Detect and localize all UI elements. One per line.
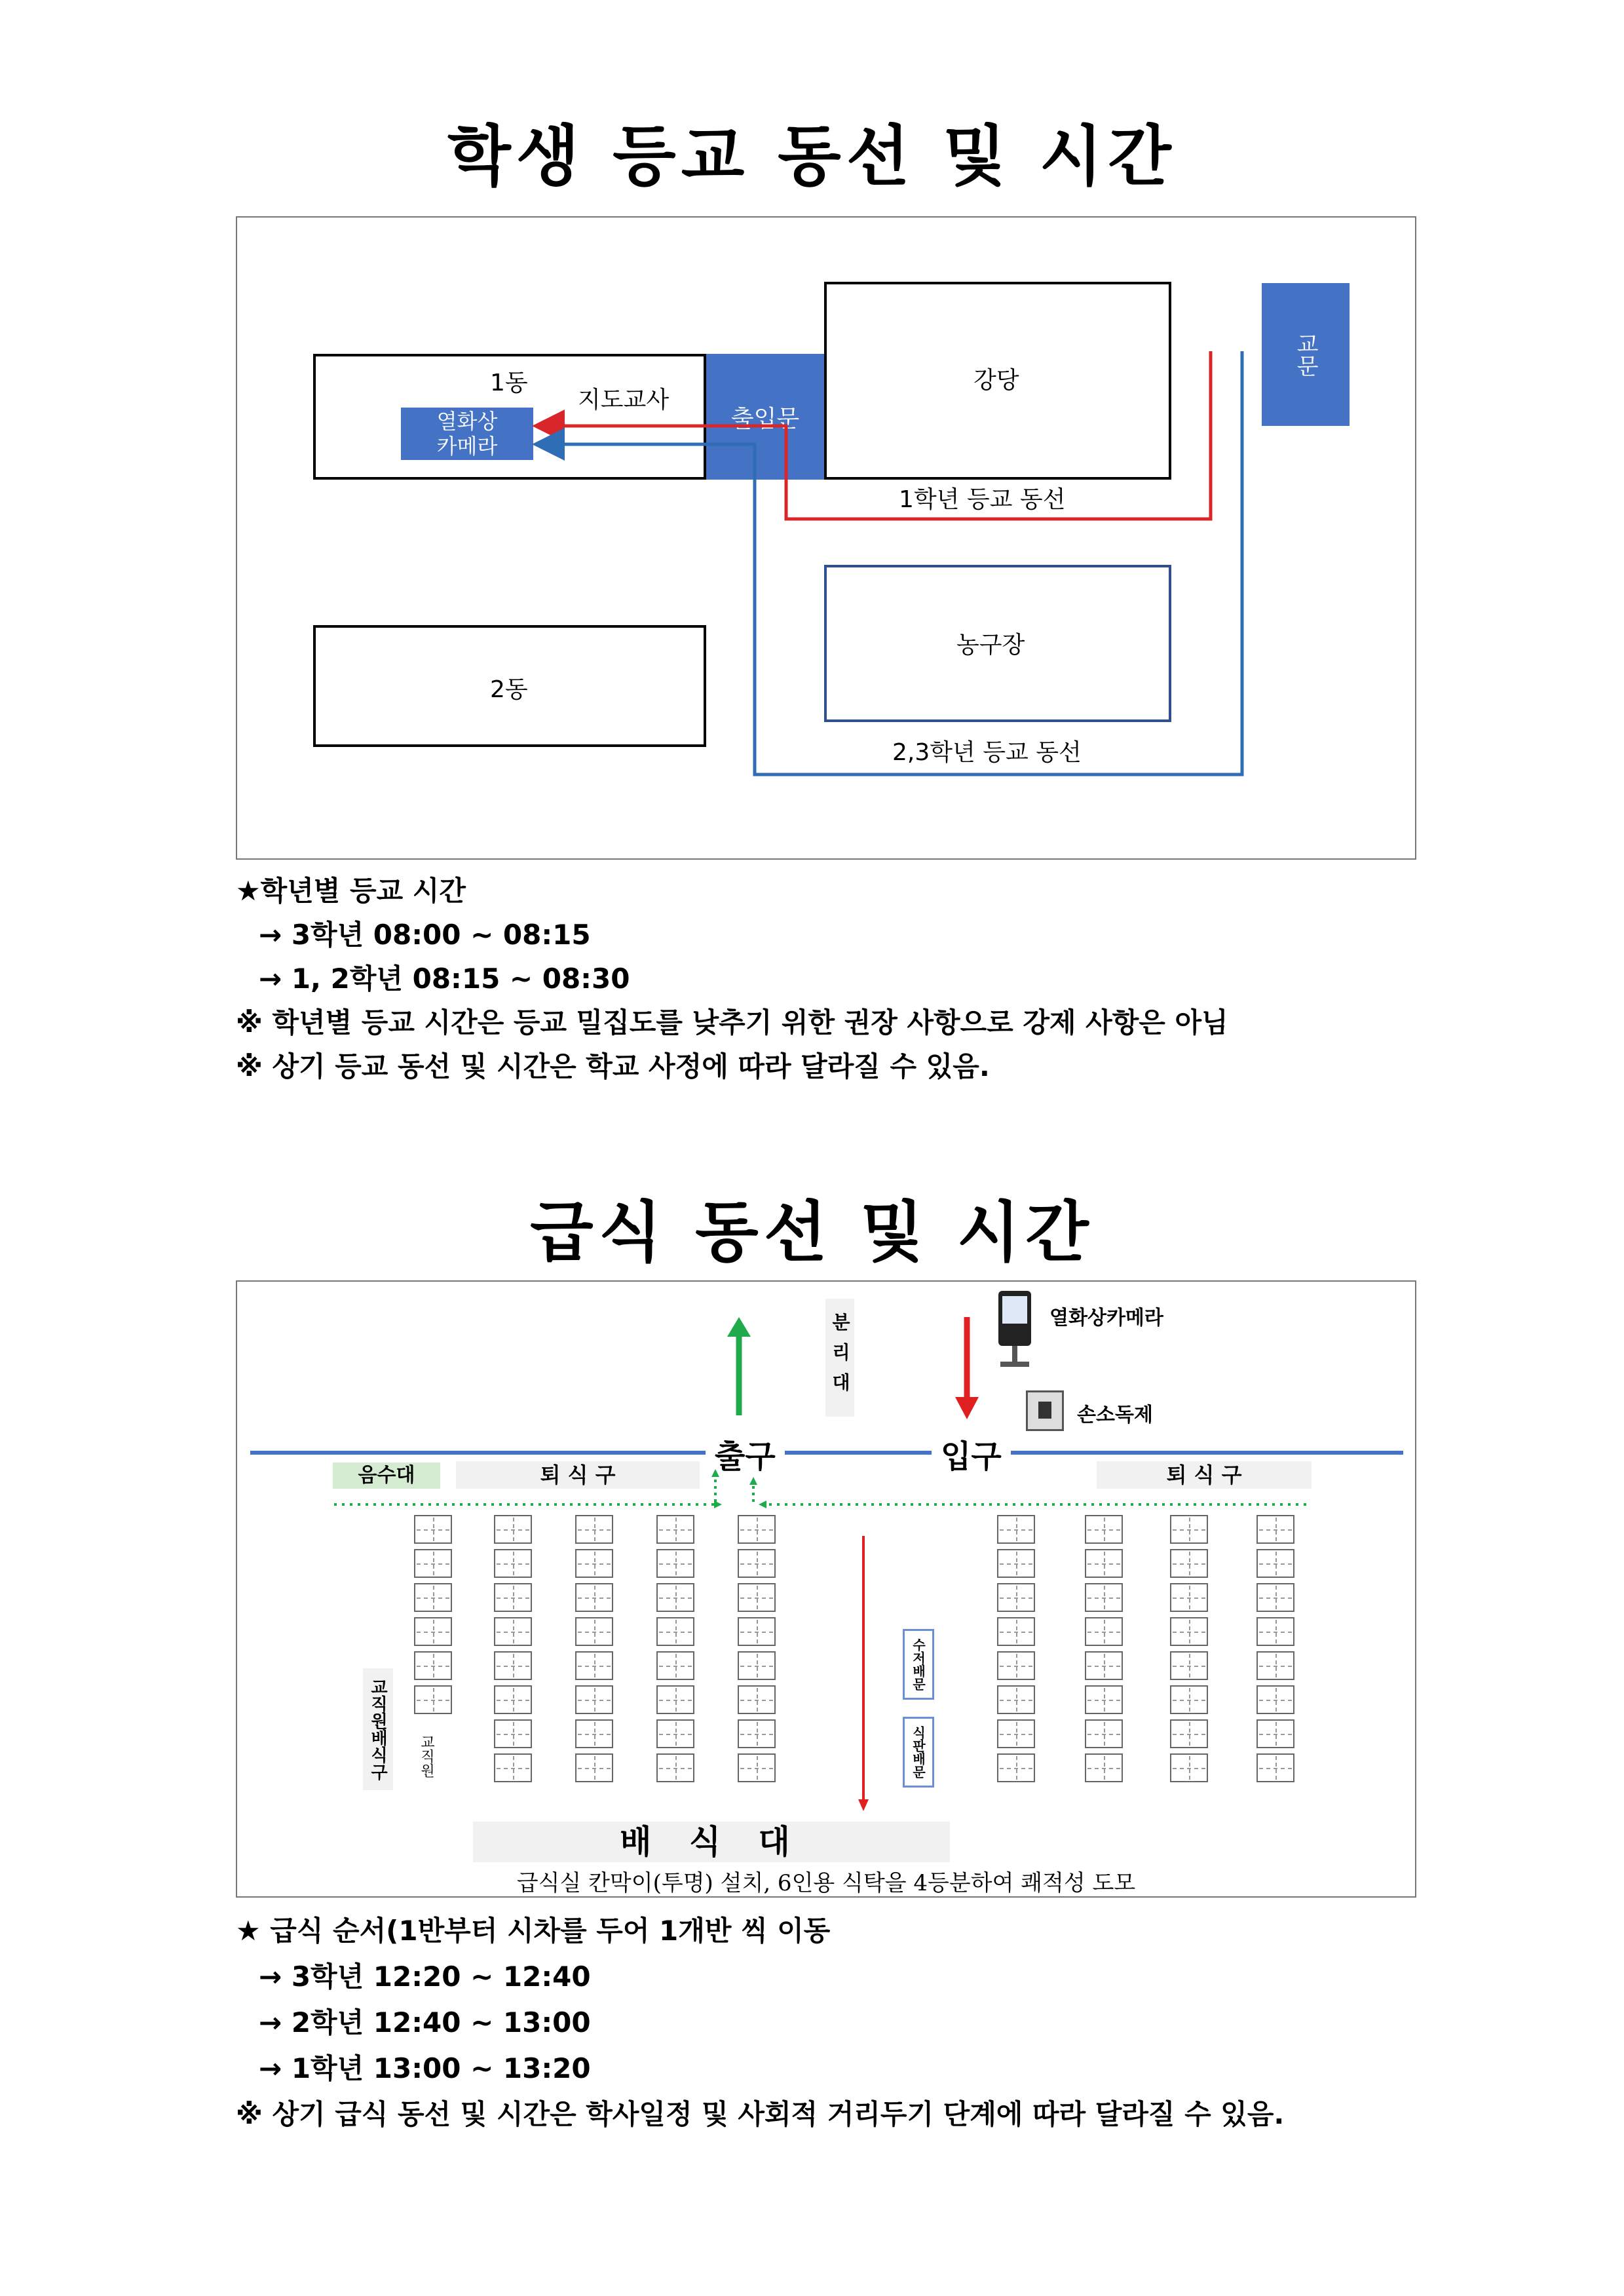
student-table <box>997 1753 1035 1782</box>
student-table <box>494 1515 532 1544</box>
staff-table <box>414 1515 452 1544</box>
staff-table <box>414 1583 452 1612</box>
student-table <box>656 1515 694 1544</box>
gate-label: 교문 <box>1292 332 1319 377</box>
arrival-note-1: ※ 학년별 등교 시간은 등교 밀집도를 낮추기 위한 권장 사항으로 강제 사항은 아님 <box>236 1006 1228 1039</box>
student-table <box>494 1651 532 1680</box>
student-table <box>1256 1549 1294 1578</box>
student-table <box>575 1719 613 1748</box>
student-table <box>494 1617 532 1646</box>
student-table <box>738 1617 776 1646</box>
arrival-time-grade12: → 1, 2학년 08:15 ~ 08:30 <box>259 963 630 995</box>
campus-map <box>236 216 1416 860</box>
grade1-route-label: 1학년 등교 동선 <box>899 486 1066 513</box>
student-table <box>738 1583 776 1612</box>
grade23-route-line <box>545 351 1242 775</box>
student-table <box>1170 1753 1208 1782</box>
student-table <box>1256 1685 1294 1714</box>
camera-label: 열화상카메라 <box>1049 1307 1163 1330</box>
student-table <box>1170 1583 1208 1612</box>
lunch-time-grade1: → 1학년 13:00 ~ 13:20 <box>259 2052 591 2084</box>
student-table <box>656 1549 694 1578</box>
arrival-note-2: ※ 상기 등교 동선 및 시간은 학교 사정에 따라 달라질 수 있음. <box>236 1050 990 1082</box>
cafeteria-map <box>236 1280 1416 1898</box>
student-table <box>1085 1753 1123 1782</box>
teacher-label: 지도교사 <box>578 387 670 413</box>
entrance-label: 출입문 <box>730 405 800 432</box>
staff-table <box>414 1617 452 1646</box>
building-2-label: 2동 <box>490 676 528 703</box>
grade23-route-label: 2,3학년 등교 동선 <box>892 739 1082 766</box>
staff-table <box>414 1685 452 1714</box>
student-table <box>494 1685 532 1714</box>
student-table <box>575 1651 613 1680</box>
student-table <box>1256 1515 1294 1544</box>
student-table <box>575 1753 613 1782</box>
section2-title: 급식 동선 및 시간 <box>530 1194 1094 1271</box>
section1-title: 학생 등교 동선 및 시간 <box>447 118 1177 195</box>
lunch-time-grade3: → 3학년 12:20 ~ 12:40 <box>259 1961 591 1993</box>
cafeteria-caption: 급식실 칸막이(투명) 설치, 6인용 식탁을 4등분하여 쾌적성 도모 <box>516 1870 1136 1896</box>
student-table <box>997 1651 1035 1680</box>
lunch-notes <box>236 1908 1284 2137</box>
student-table <box>575 1549 613 1578</box>
staff-table <box>414 1549 452 1578</box>
student-table <box>494 1753 532 1782</box>
student-table <box>656 1685 694 1714</box>
student-table <box>494 1549 532 1578</box>
arrival-heading: ★학년별 등교 시간 <box>236 875 466 907</box>
student-table <box>1170 1549 1208 1578</box>
route-lines <box>237 218 1415 858</box>
staff-table <box>414 1651 452 1680</box>
student-table <box>1170 1515 1208 1544</box>
student-table <box>575 1515 613 1544</box>
student-table <box>997 1515 1035 1544</box>
lunch-time-grade2: → 2학년 12:40 ~ 13:00 <box>259 2006 591 2038</box>
staff-serving-label: 교직원배식구 <box>363 1668 393 1790</box>
student-table <box>656 1651 694 1680</box>
student-table <box>1085 1719 1123 1748</box>
camera-label-1: 열화상 <box>436 409 498 434</box>
student-table <box>1256 1617 1294 1646</box>
serving-counter: 배 식 대 <box>473 1822 950 1862</box>
student-table <box>494 1583 532 1612</box>
student-table <box>1256 1651 1294 1680</box>
trays-station: 식판배문 <box>903 1717 934 1788</box>
student-table <box>1170 1651 1208 1680</box>
student-table <box>997 1685 1035 1714</box>
student-table <box>656 1753 694 1782</box>
student-table <box>1085 1583 1123 1612</box>
return-right: 퇴 식 구 <box>1097 1461 1312 1489</box>
exit-label: 출구 <box>706 1431 785 1476</box>
student-table <box>1085 1515 1123 1544</box>
divider-label: 분리대 <box>825 1299 854 1417</box>
student-table <box>997 1549 1035 1578</box>
student-table <box>1256 1583 1294 1612</box>
arrival-time-grade3: → 3학년 08:00 ~ 08:15 <box>259 919 591 951</box>
utensils-station: 수저배문 <box>903 1629 934 1700</box>
camera-label-2: 카메라 <box>436 434 498 459</box>
student-table <box>494 1719 532 1748</box>
student-table <box>997 1719 1035 1748</box>
student-table <box>575 1583 613 1612</box>
lunch-note: ※ 상기 급식 동선 및 시간은 학사일정 및 사회적 거리두기 단계에 따라 달라질 수 있음. <box>236 2098 1285 2130</box>
staff-label: 교직원 <box>418 1734 435 1778</box>
grade1-route-line <box>545 351 1211 519</box>
student-table <box>656 1617 694 1646</box>
student-table <box>1085 1685 1123 1714</box>
student-table <box>738 1753 776 1782</box>
auditorium-label: 강당 <box>973 367 1019 394</box>
student-table <box>738 1685 776 1714</box>
student-table <box>738 1719 776 1748</box>
student-table <box>997 1617 1035 1646</box>
table-grid <box>237 1282 1415 1896</box>
student-table <box>1256 1753 1294 1782</box>
building-1-label: 1동 <box>490 370 528 396</box>
student-table <box>575 1685 613 1714</box>
student-table <box>1170 1617 1208 1646</box>
student-table <box>738 1549 776 1578</box>
student-table <box>656 1719 694 1748</box>
student-table <box>1170 1685 1208 1714</box>
student-table <box>1085 1549 1123 1578</box>
student-table <box>997 1583 1035 1612</box>
student-table <box>656 1583 694 1612</box>
student-table <box>738 1651 776 1680</box>
student-table <box>1085 1617 1123 1646</box>
student-table <box>575 1617 613 1646</box>
entry-label: 입구 <box>932 1431 1011 1476</box>
student-table <box>1085 1651 1123 1680</box>
water-station: 음수대 <box>333 1463 440 1489</box>
lunch-heading: ★ 급식 순서(1반부터 시차를 두어 1개반 씩 이동 <box>236 1915 831 1947</box>
student-table <box>738 1515 776 1544</box>
return-left: 퇴 식 구 <box>456 1461 700 1489</box>
sanitizer-label: 손소독제 <box>1077 1404 1153 1426</box>
student-table <box>1170 1719 1208 1748</box>
basketball-label: 농구장 <box>956 632 1025 659</box>
student-table <box>1256 1719 1294 1748</box>
arrival-notes <box>236 869 1228 1088</box>
